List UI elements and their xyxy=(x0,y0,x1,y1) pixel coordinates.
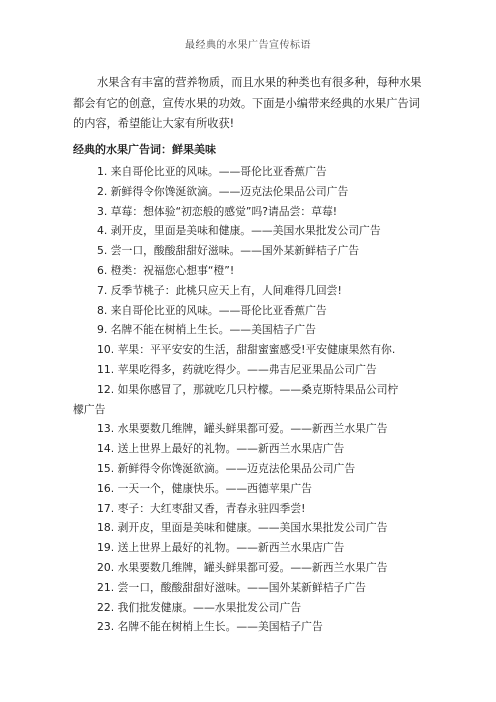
slogan-item: 16. 一天一个，健康快乐。——西德苹果广告 xyxy=(97,481,312,495)
slogan-item: 15. 新鲜得令你馋涎欲滴。——迈克法伦果品公司广告 xyxy=(97,461,356,475)
slogan-item: 1. 来自哥伦比亚的风味。——哥伦比亚香蕉广告 xyxy=(97,165,327,178)
slogan-list xyxy=(73,162,425,637)
slogan-item: 12. 如果你感冒了，那就吃几只柠檬。——桑克斯特果品公司柠 xyxy=(97,382,399,396)
slogan-item: 10. 苹果：平平安安的生活，甜甜蜜蜜感受!平安健康果然有你. xyxy=(97,343,396,357)
slogan-item: 5. 尝一口，酸酸甜甜好滋味。——国外某新鲜桔子广告 xyxy=(97,244,360,258)
slogan-item: 22. 我们批发健康。——水果批发公司广告 xyxy=(97,600,302,614)
slogan-item: 6. 橙类：祝福您心想事“橙”! xyxy=(97,263,235,277)
slogan-item: 7. 反季节桃子：此桃只应天上有，人间难得几回尝! xyxy=(97,283,342,297)
slogan-item: 20. 水果要数几维牌，罐头鲜果都可爱。——新西兰水果广告 xyxy=(97,560,388,574)
slogan-item: 21. 尝一口，酸酸甜甜好滋味。——国外某新鲜桔子广告 xyxy=(97,580,366,594)
slogan-item: 17. 枣子：大红枣甜又香，青春永驻四季尝! xyxy=(97,501,306,515)
section-heading: 经典的水果广告词：鲜果美味 xyxy=(73,143,216,156)
slogan-item: 18. 剥开皮，里面是美味和健康。——美国水果批发公司广告 xyxy=(97,521,388,535)
slogan-item: 9. 名牌不能在树梢上生长。——美国桔子广告 xyxy=(97,323,316,337)
slogan-item: 4. 剥开皮，里面是美味和健康。——美国水果批发公司广告 xyxy=(97,224,381,238)
slogan-item: 2. 新鲜得令你馋涎欲滴。——迈克法伦果品公司广告 xyxy=(97,184,349,198)
slogan-item: 13. 水果要数几维牌，罐头鲜果都可爱。——新西兰水果广告 xyxy=(97,422,388,436)
intro-paragraph: 水果含有丰富的营养物质，而且水果的种类也有很多种，每种水果都会有它的创意，宣传水果的功效。下面是小编带来经典的水果广告词的内容，希望能让大家有所收获! xyxy=(73,76,422,130)
slogan-item: 19. 送上世界上最好的礼物。——新西兰水果店广告 xyxy=(97,541,345,555)
slogan-item: 3. 草莓：想体验“初恋般的感觉”吗?请品尝：草莓! xyxy=(97,204,338,218)
slogan-item: 23. 名牌不能在树梢上生长。——美国桔子广告 xyxy=(97,620,323,634)
slogan-item: 14. 送上世界上最好的礼物。——新西兰水果店广告 xyxy=(97,442,345,456)
slogan-item: 8. 来自哥伦比亚的风味。——哥伦比亚香蕉广告 xyxy=(97,303,327,317)
slogan-item-continuation: 檬广告 xyxy=(73,402,106,416)
slogan-item: 11. 苹果吃得多，药就吃得少。——弗吉尼亚果品公司广告 xyxy=(97,362,377,376)
document-title: 最经典的水果广告宣传标语 xyxy=(185,40,311,51)
